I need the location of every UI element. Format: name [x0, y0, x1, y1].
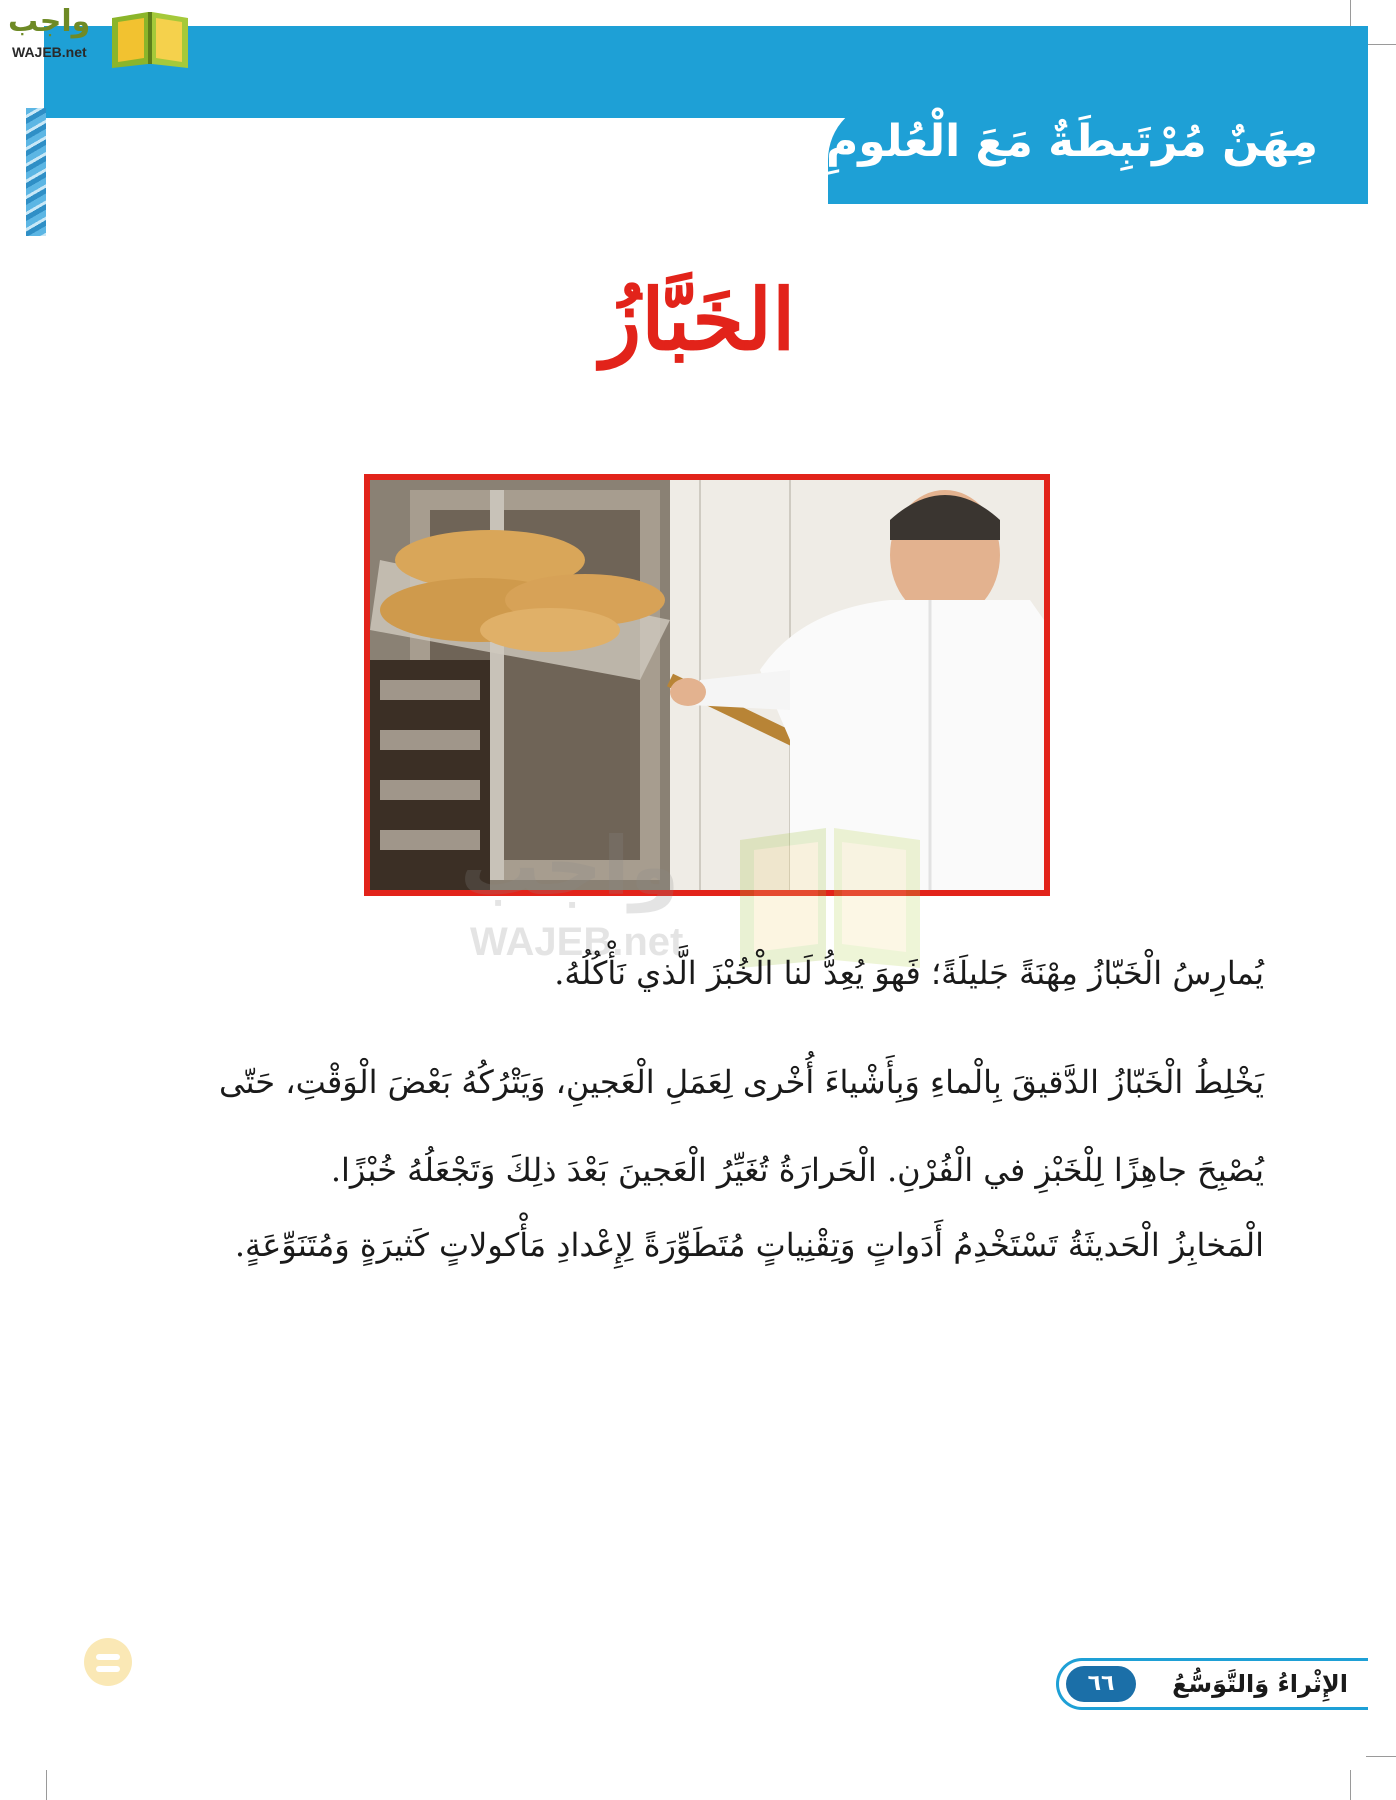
crop-mark-bottom-left-v — [46, 1770, 47, 1800]
wajeb-logo[interactable] — [8, 4, 188, 66]
logo-english-text: WAJEB.net — [12, 44, 87, 60]
crop-mark-bottom-right-v — [1350, 1770, 1351, 1800]
watermark-english: WAJEB.net — [470, 920, 684, 964]
page-title: الخَبَّازُ — [600, 270, 796, 369]
paragraph-2: يَخْلِطُ الْخَبّازُ الدَّقيقَ بِالْماءِ وَبِأَشْياءَ أُخْرى لِعَمَلِ الْعَجينِ، وَيَتْرُكُهُ بَعْضَ الْوَقْتِ، حَتّى يُصْبِحَ جاهِزًا لِلْخَبْزِ في الْفُرْنِ. الْحَرارَةُ تُغَيِّرُ الْعَجينَ بَعْدَ ذلِكَ وَتَجْعَلُهُ خُبْزًا. — [218, 1063, 1264, 1189]
crop-mark-top-right-h — [1366, 44, 1396, 45]
watermark-arabic: واجب — [460, 820, 680, 913]
side-strip — [26, 108, 46, 236]
logo-arabic-text: واجب — [8, 4, 91, 39]
paragraph-1: يُمارِسُ الْخَبّازُ مِهْنَةً جَليلَةً؛ فَهوَ يُعِدُّ لَنا الْخُبْزَ الَّذي نَأْكُلُهُ. — [554, 954, 1264, 992]
paragraph-3: الْمَخابِزُ الْحَديثَةُ تَسْتَخْدِمُ أَدَواتٍ وَتِقْنِياتٍ مُتَطَوِّرَةً لِإِعْدادِ مَأْكولاتٍ كَثيرَةٍ وَمُتَنَوِّعَةٍ. — [234, 1226, 1264, 1264]
baker-photo — [364, 474, 1050, 896]
book-icon — [108, 8, 192, 70]
footer-section-label: الإِثْراءُ وَالتَّوَسُّعُ — [1172, 1670, 1348, 1698]
baker-photo-illustration — [370, 480, 1044, 890]
page-number: ٦٦ — [1066, 1666, 1136, 1702]
crop-mark-bottom-right-h — [1366, 1756, 1396, 1757]
header-title: مِهَنٌ مُرْتَبِطَةٌ مَعَ الْعُلومِ — [825, 116, 1318, 167]
corner-decoration-icon — [78, 1632, 138, 1692]
